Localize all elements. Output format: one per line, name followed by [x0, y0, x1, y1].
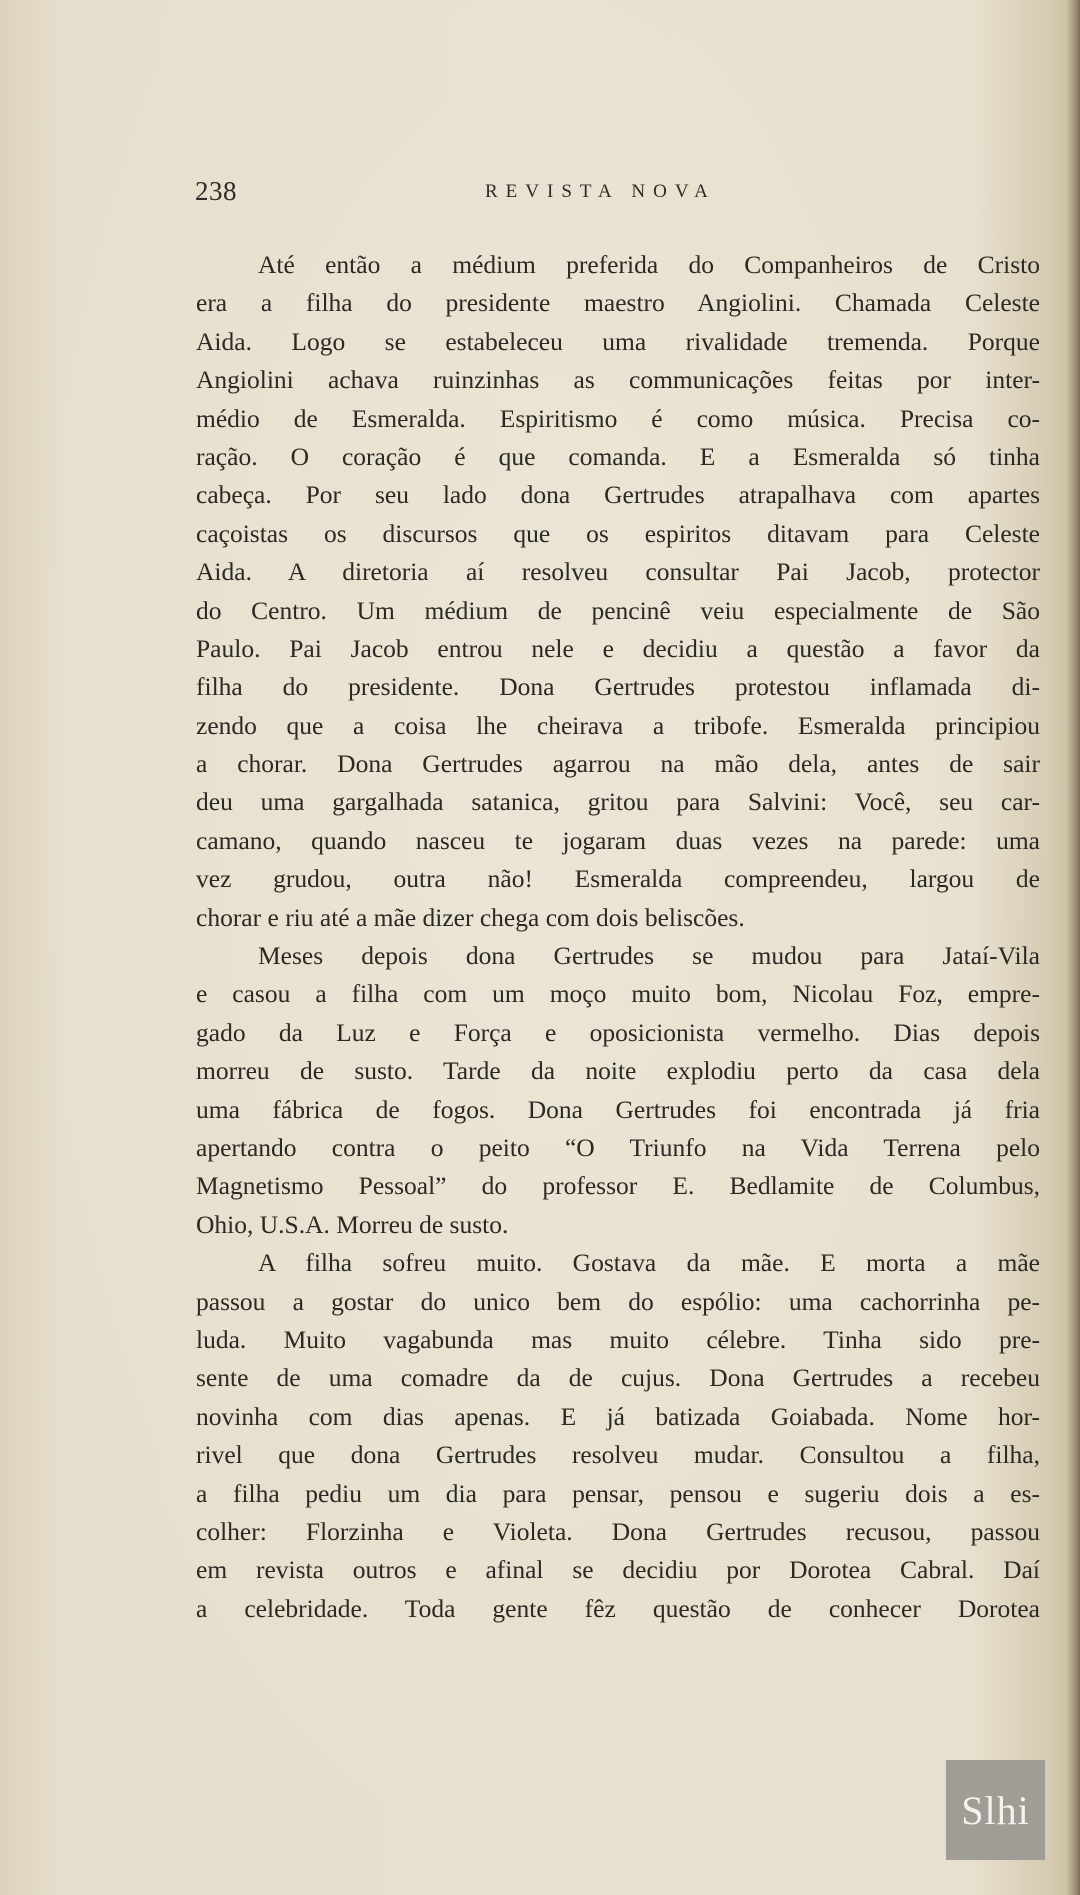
text-line: uma fábrica de fogos. Dona Gertrudes foi encontrada já fria — [196, 1094, 1040, 1124]
page-number: 238 — [195, 176, 237, 206]
text-line: A filha sofreu muito. Gostava da mãe. E morta a mãe — [258, 1248, 1040, 1278]
text-line: passou a gostar do unico bem do espólio: uma cachorrinha pe- — [196, 1286, 1040, 1316]
text-line: filha do presidente. Dona Gertrudes protestou inflamada di- — [196, 672, 1040, 702]
body-text — [196, 246, 1040, 1628]
text-line: luda. Muito vagabunda mas muito célebre. Tinha sido pre- — [196, 1324, 1040, 1354]
text-line: rivel que dona Gertrudes resolveu mudar. Consultou a filha, — [196, 1440, 1040, 1470]
text-line: Magnetismo Pessoal” do professor E. Bedlamite de Columbus, — [196, 1171, 1040, 1201]
text-line: caçoistas os discursos que os espiritos ditavam para Celeste — [196, 518, 1040, 548]
text-line: a celebridade. Toda gente fêz questão de conhecer Dorotea — [196, 1593, 1040, 1623]
text-line: Paulo. Pai Jacob entrou nele e decidiu a questão a favor da — [196, 633, 1040, 663]
logo-text: Slhi — [961, 1787, 1030, 1833]
text-line: cabeça. Por seu lado dona Gertrudes atrapalhava com apartes — [196, 480, 1040, 510]
text-line: Ohio, U.S.A. Morreu de susto. — [196, 1209, 509, 1239]
text-line: colher: Florzinha e Violeta. Dona Gertrudes recusou, passou — [196, 1516, 1040, 1546]
text-line: médio de Esmeralda. Espiritismo é como música. Precisa co- — [196, 403, 1040, 433]
paragraph-3 — [196, 1244, 1040, 1628]
page-edge-shadow — [1066, 0, 1080, 1895]
library-logo — [946, 1760, 1045, 1860]
text-line: do Centro. Um médium de pencinê veiu especialmente de São — [196, 595, 1040, 625]
text-line: a filha pediu um dia para pensar, pensou e sugeriu dois a es- — [196, 1478, 1040, 1508]
text-line: Angiolini achava ruinzinhas as communicações feitas por inter- — [196, 365, 1040, 395]
paragraph-2 — [196, 937, 1040, 1244]
text-line: morreu de susto. Tarde da noite explodiu perto da casa dela — [196, 1056, 1040, 1086]
text-line: camano, quando nasceu te jogaram duas vezes na parede: uma — [196, 825, 1040, 855]
text-line: zendo que a coisa lhe cheirava a tribofe. Esmeralda principiou — [196, 710, 1040, 740]
page-header — [195, 176, 1040, 212]
text-line: Meses depois dona Gertrudes se mudou para Jataí-Vila — [258, 941, 1040, 971]
text-line: Aida. A diretoria aí resolveu consultar Pai Jacob, protector — [196, 557, 1040, 587]
text-line: sente de uma comadre da de cujus. Dona Gertrudes a recebeu — [196, 1363, 1040, 1393]
paragraph-1 — [196, 246, 1040, 937]
text-line: Aida. Logo se estabeleceu uma rivalidade tremenda. Porque — [196, 326, 1040, 356]
text-line: deu uma gargalhada satanica, gritou para Salvini: Você, seu car- — [196, 787, 1040, 817]
text-line: chorar e riu até a mãe dizer chega com dois beliscões. — [196, 902, 745, 932]
text-line: a chorar. Dona Gertrudes agarrou na mão dela, antes de sair — [196, 749, 1040, 779]
text-line: era a filha do presidente maestro Angiolini. Chamada Celeste — [196, 288, 1040, 318]
text-line: apertando contra o peito “O Triunfo na Vida Terrena pelo — [196, 1132, 1040, 1162]
running-head: REVISTA NOVA — [485, 181, 716, 202]
text-line: gado da Luz e Força e oposicionista vermelho. Dias depois — [196, 1017, 1040, 1047]
text-line: novinha com dias apenas. E já batizada Goiabada. Nome hor- — [196, 1401, 1040, 1431]
text-line: ração. O coração é que comanda. E a Esmeralda só tinha — [196, 441, 1040, 471]
text-line: Até então a médium preferida do Companheiros de Cristo — [258, 250, 1040, 279]
text-line: e casou a filha com um moço muito bom, Nicolau Foz, empre- — [196, 979, 1040, 1009]
text-line: vez grudou, outra não! Esmeralda compreendeu, largou de — [196, 864, 1040, 894]
text-line: em revista outros e afinal se decidiu por Dorotea Cabral. Daí — [196, 1555, 1040, 1585]
